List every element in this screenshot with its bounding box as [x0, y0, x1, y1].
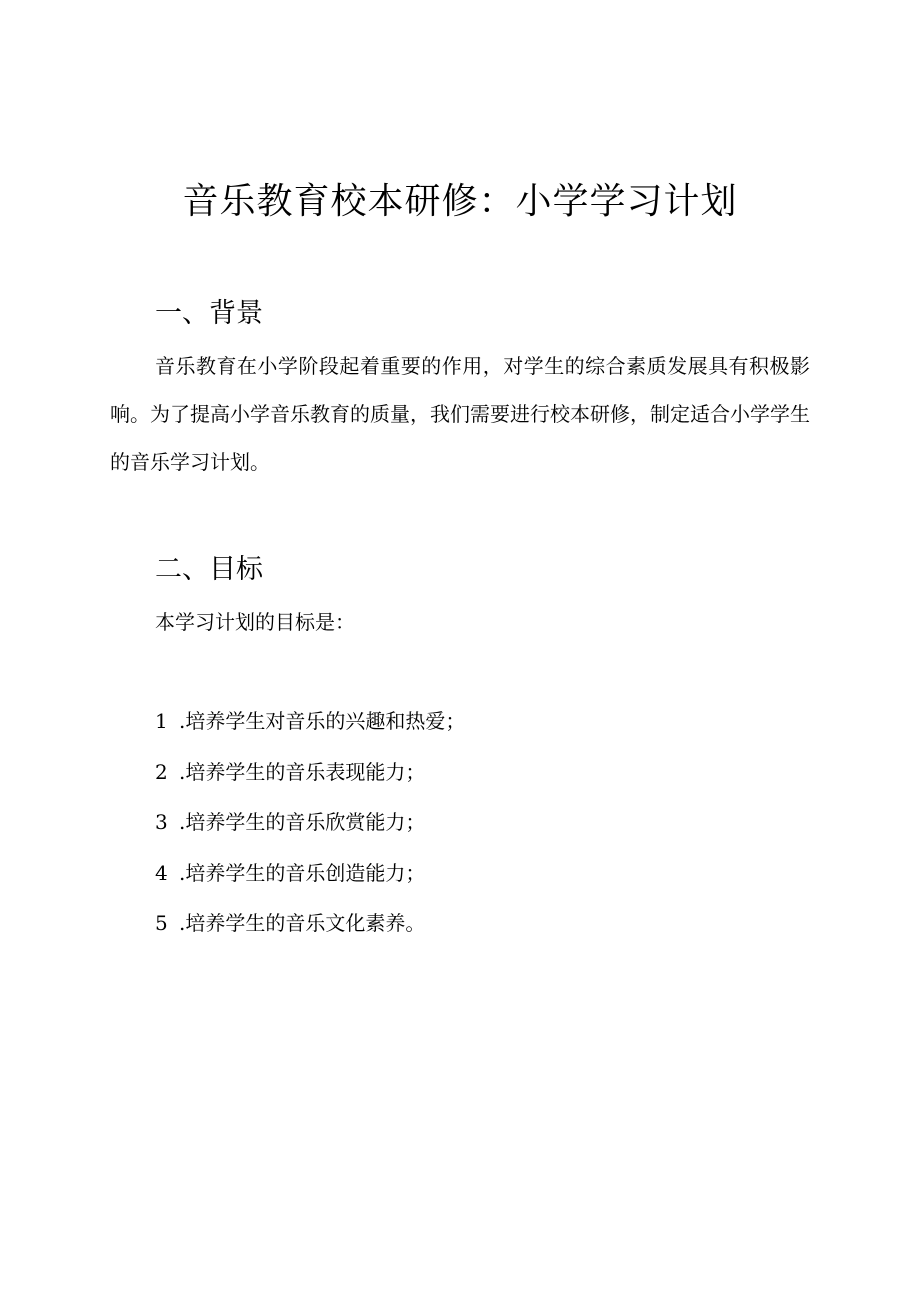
- list-item: [155, 797, 465, 848]
- goals-list: [155, 696, 465, 949]
- goal-text: .培养学生的音乐表现能力；: [179, 759, 426, 784]
- goals-intro: 本学习计划的目标是：: [155, 610, 355, 634]
- goal-text: .培养学生的音乐欣赏能力；: [179, 810, 426, 834]
- section-heading-background: 一、背景: [155, 298, 263, 329]
- list-item: [155, 898, 465, 949]
- goal-text: .培养学生的音乐创造能力；: [179, 860, 426, 885]
- goal-text: .培养学生的音乐文化素养。: [179, 911, 426, 935]
- list-item: [155, 747, 465, 798]
- goal-text: .培养学生对音乐的兴趣和热爱；: [179, 709, 466, 733]
- document-title: 音乐教育校本研修：小学学习计划: [182, 181, 738, 222]
- goal-number: 3: [155, 810, 168, 834]
- list-item: [155, 696, 465, 747]
- goal-number: 1: [155, 709, 168, 733]
- section-heading-goals: 二、目标: [155, 554, 263, 585]
- goal-number: 4: [155, 860, 168, 885]
- list-item: [155, 848, 465, 899]
- goal-number: 5: [155, 911, 168, 935]
- background-paragraph: 音乐教育在小学阶段起着重要的作用，对学生的综合素质发展具有积极影响。为了提高小学音乐教育的质量，我们需要进行校本研修，制定适合小学学生的音乐学习计划。: [110, 354, 810, 474]
- goal-number: 2: [155, 759, 168, 784]
